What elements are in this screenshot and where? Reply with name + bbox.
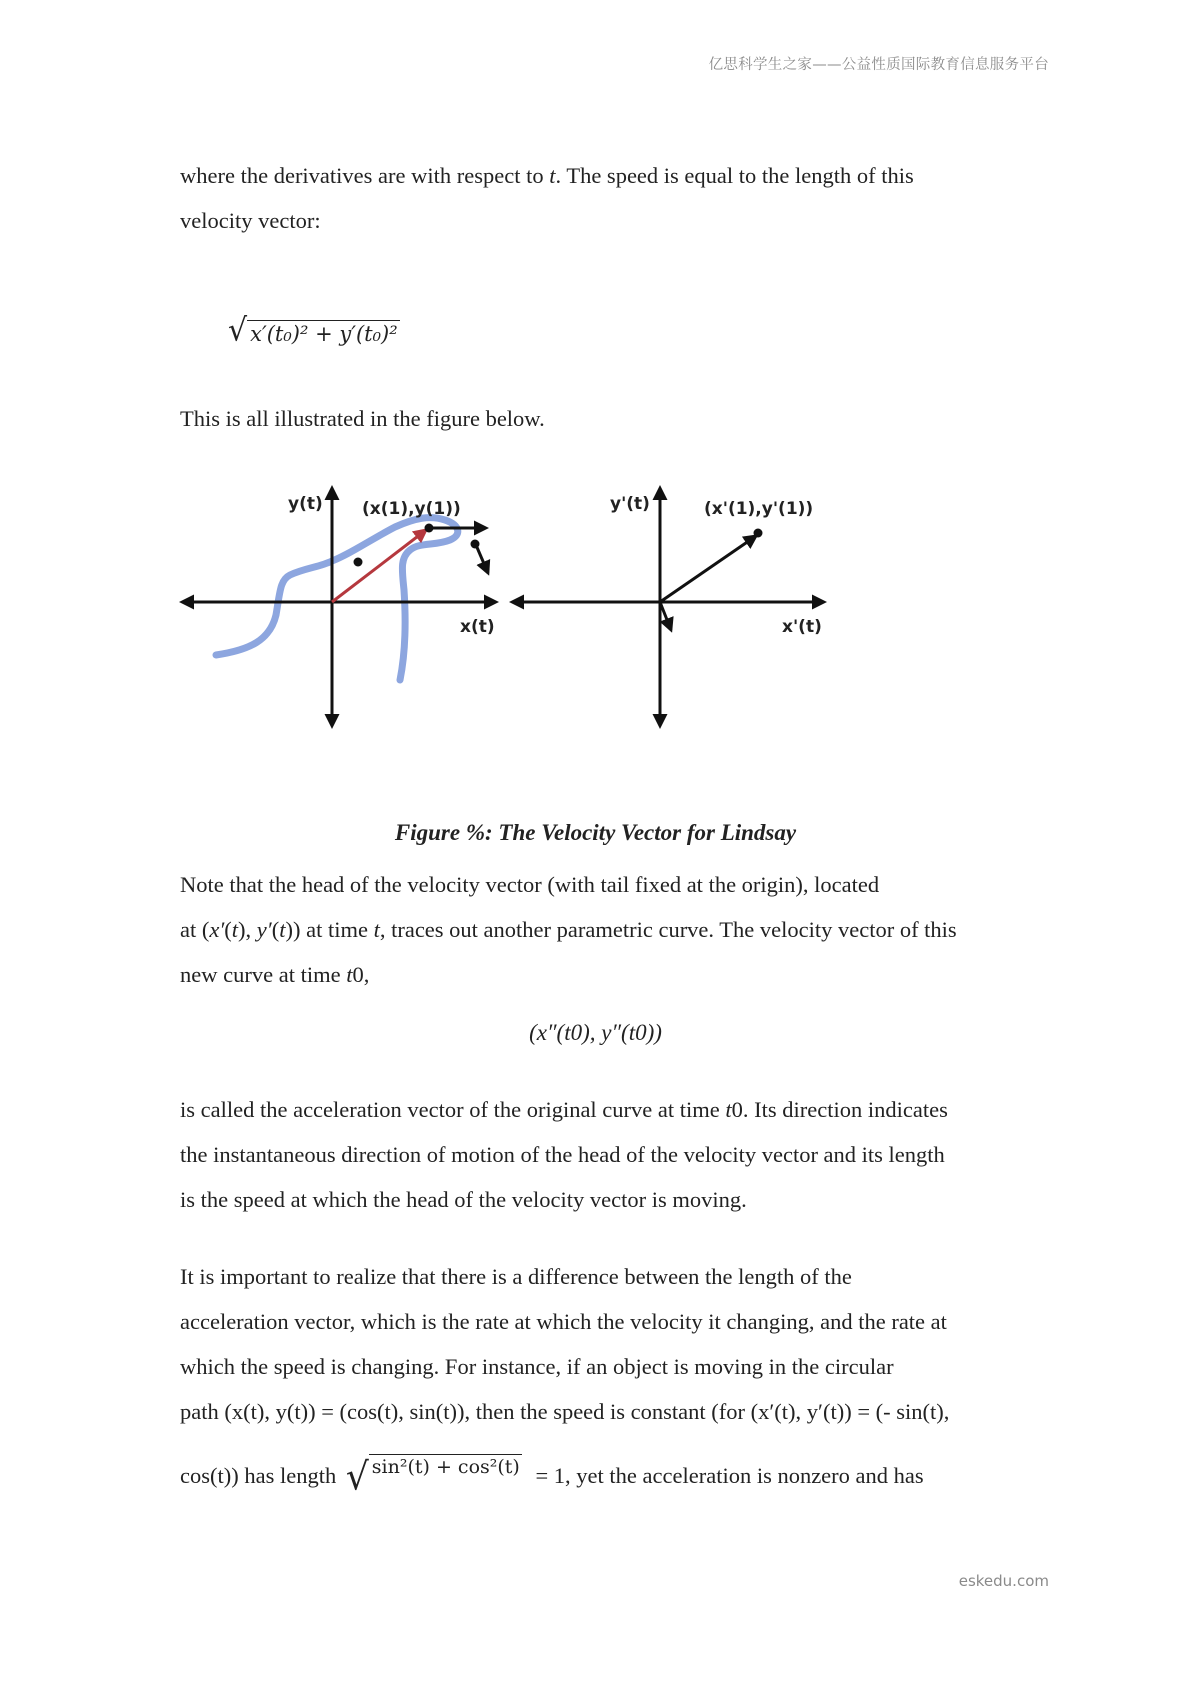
paragraph-2-line-1: Note that the head of the velocity vector (with tail fixed at the origin), located	[180, 872, 880, 897]
left-panel	[182, 488, 496, 726]
acceleration-vector	[660, 602, 671, 630]
speed-formula-radicand: x′(t₀)² + y′(t₀)²	[247, 320, 400, 346]
paragraph-3-line-2: the instantaneous direction of motion of the head of the velocity vector and its length	[180, 1142, 945, 1167]
italic-variable: t	[279, 917, 286, 942]
left-point-label: (x(1),y(1))	[362, 499, 461, 519]
right-x-axis-label: x'(t)	[782, 617, 822, 637]
paragraph-1-line-2: velocity vector:	[180, 208, 321, 233]
right-point-label: (x'(1),y'(1))	[704, 499, 814, 519]
inline-sqrt-radicand: sin²(t) + cos²(t)	[369, 1454, 522, 1478]
text-span: is called the acceleration vector of the original curve at time	[180, 1097, 726, 1122]
velocity-head-point	[754, 529, 763, 538]
text-span: = 1, yet the acceleration is nonzero and has	[535, 1463, 924, 1488]
text-span: (	[224, 917, 232, 942]
right-y-axis-label: y'(t)	[610, 494, 650, 514]
paragraph-4-line-3: which the speed is changing. For instance, if an object is moving in the circular	[180, 1354, 894, 1379]
right-panel	[512, 488, 824, 726]
text-span: new curve at time	[180, 962, 347, 987]
text-span: . The speed is equal to the length of this	[555, 163, 914, 188]
figure-caption: Figure %: The Velocity Vector for Lindsay	[394, 820, 797, 845]
square-root-icon: √	[228, 312, 248, 349]
text-span: ),	[238, 917, 257, 942]
text-span: 0,	[352, 962, 370, 987]
position-vector	[332, 530, 426, 602]
acceleration-formula	[0, 1020, 1191, 1046]
curve-point	[471, 540, 480, 549]
italic-variable: t	[373, 917, 380, 942]
speed-formula	[228, 312, 400, 349]
text-span: (	[271, 917, 280, 942]
paragraph-3-line-1	[180, 1097, 948, 1123]
acceleration-formula-text: (x″(t0), y″(t0))	[529, 1020, 662, 1045]
italic-variable: x′	[209, 917, 225, 942]
paragraph-2-line-2	[180, 917, 957, 943]
paragraph-2-line-3	[180, 962, 369, 988]
italic-variable: t	[549, 163, 556, 188]
paragraph-4-line-4: path (x(t), y(t)) = (cos(t), sin(t)), then the speed is constant (for (x′(t), y′(t)) = (- sin(t),	[180, 1399, 950, 1424]
secondary-vector	[476, 545, 488, 573]
figure-svg	[170, 480, 850, 740]
text-span: where the derivatives are with respect to	[180, 163, 550, 188]
text-span: )) at time	[285, 917, 374, 942]
figure-intro-text: This is all illustrated in the figure below.	[180, 406, 545, 431]
paragraph-4-line-1: It is important to realize that there is a difference between the length of the	[180, 1264, 852, 1289]
left-x-axis-label: x(t)	[460, 617, 495, 637]
curve-point	[425, 524, 434, 533]
text-span: 0. Its direction indicates	[731, 1097, 948, 1122]
text-span: at (	[180, 917, 210, 942]
paragraph-3-line-3: is the speed at which the head of the velocity vector is moving.	[180, 1187, 747, 1212]
paragraph-4-line-5	[180, 1455, 924, 1499]
velocity-vector-figure	[170, 480, 850, 740]
inline-sqrt-formula	[345, 1455, 522, 1499]
paragraph-4-line-2: acceleration vector, which is the rate at which the velocity it changing, and the rate at	[180, 1309, 947, 1334]
square-root-icon: √	[345, 1455, 369, 1499]
italic-variable: t	[231, 917, 239, 942]
text-span: , traces out another parametric curve. The velocity vector of this	[379, 917, 957, 942]
footer-watermark: eskedu.com	[958, 1572, 1049, 1590]
text-span: cos(t)) has length	[180, 1463, 337, 1488]
curve-point	[354, 558, 363, 567]
italic-variable: t	[725, 1097, 732, 1122]
velocity-vector	[660, 536, 756, 602]
paragraph-1-line-1	[180, 163, 914, 189]
italic-variable: t	[346, 962, 353, 987]
italic-variable: y′	[256, 917, 272, 942]
left-y-axis-label: y(t)	[288, 494, 323, 514]
header-watermark: 亿思科学生之家——公益性质国际教育信息服务平台	[708, 57, 1049, 73]
